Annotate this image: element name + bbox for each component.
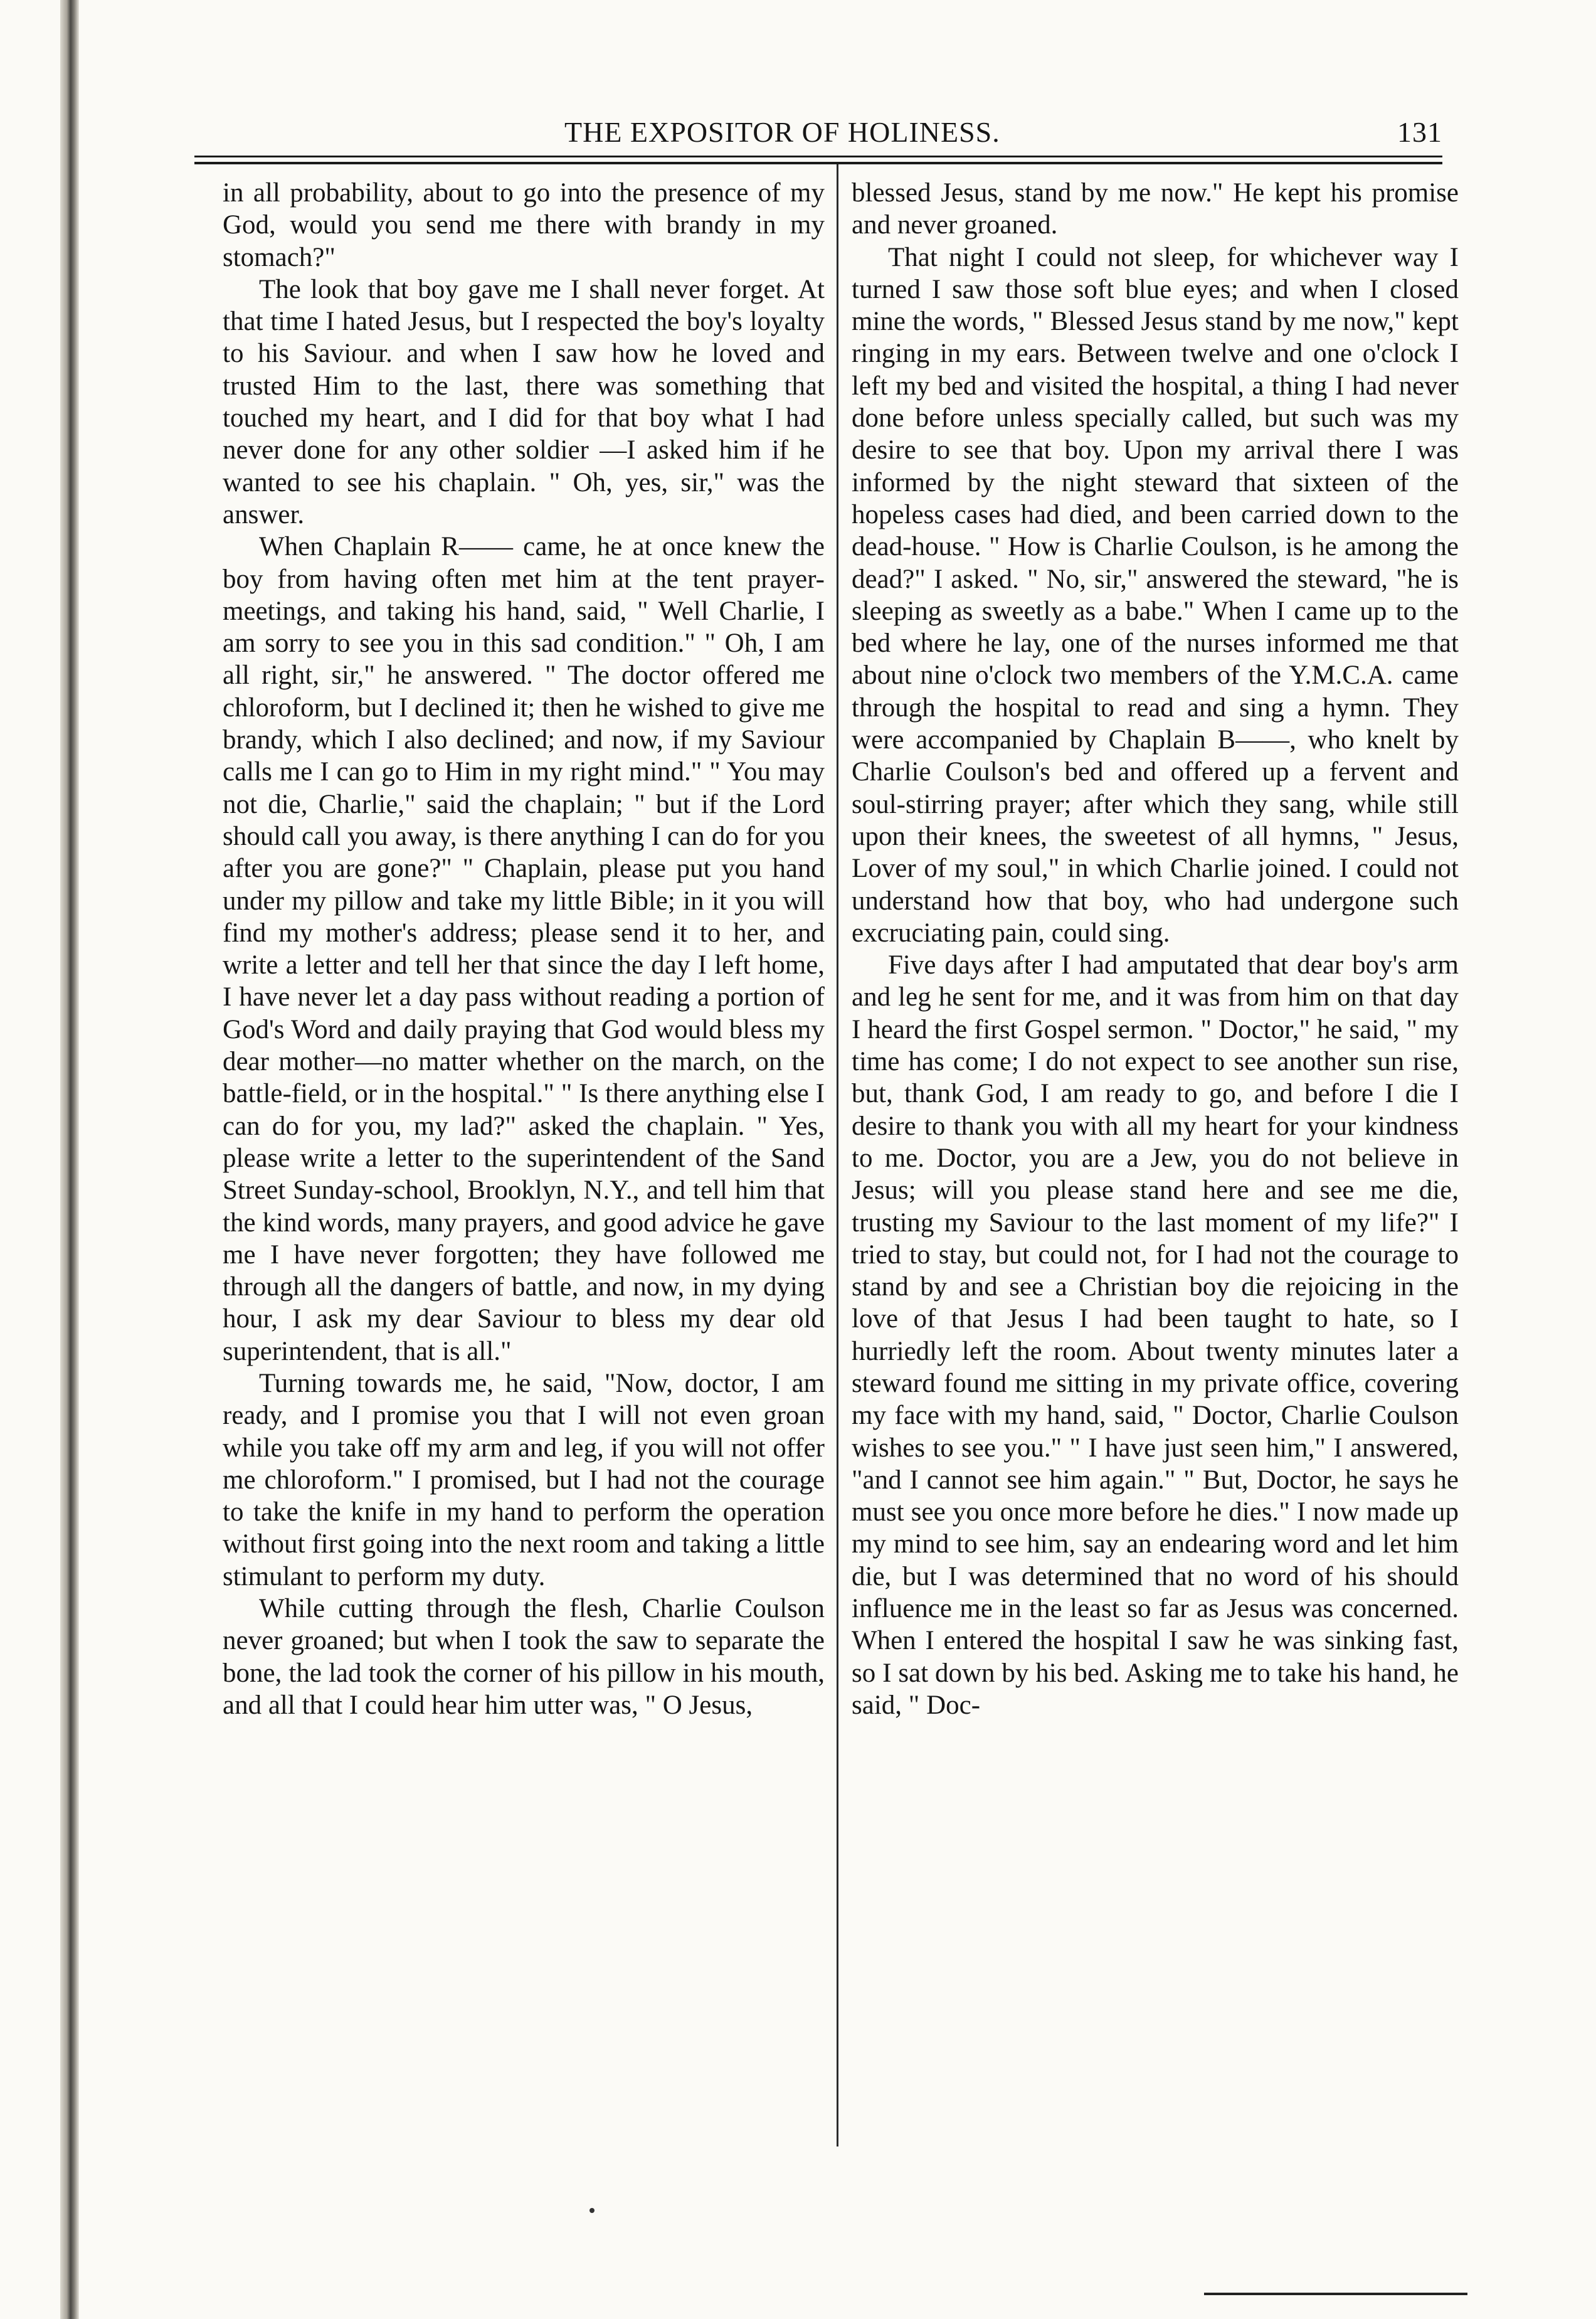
right-column <box>852 177 1459 2153</box>
paragraph: When Chaplain R—— came, he at once knew the boy from having often met him at the tent prayer-meetings, and taking his hand, said, " Well Charlie, I am sorry to see you in this sad condition." " Oh, I am all right, sir," he answered. " The doctor offered me chloroform, but I declined it; then he wished to give me brandy, which I also declined; and now, if my Saviour calls me I can go to Him in my right mind." " You may not die, Charlie," said the chaplain; " but if the Lord should call you away, is there anything I can do for you after you are gone?" " Chaplain, please put you hand under my pillow and take my little Bible; in it you will find my mother's address; please send it to her, and write a letter and tell her that since the day I left home, I have never let a day pass without reading a portion of God's Word and daily praying that God would bless my dear mother—no matter whether on the march, on the battle-field, or in the hospital." " Is there anything else I can do for you, my lad?" asked the chaplain. " Yes, please write a letter to the superintendent of the Sand Street Sunday-school, Brooklyn, N.Y., and tell him that the kind words, many prayers, and good advice he gave me I have never forgotten; they have followed me through all the dangers of battle, and now, in my dying hour, I ask my dear Saviour to bless my dear old superintendent, that is all." <box>223 532 825 1366</box>
header-rule-top <box>194 156 1442 157</box>
column-divider <box>837 164 838 2147</box>
paragraph: While cutting through the flesh, Charlie Coulson never groaned; but when I took the saw to separate the bone, the lad took the corner of his pillow in his mouth, and all that I could hear him utter was, " O Jesus, <box>223 1594 825 1720</box>
binding-edge <box>60 0 79 2319</box>
running-header <box>194 108 1442 158</box>
paragraph: That night I could not sleep, for whichever way I turned I saw those soft blue eyes; and when I closed mine the words, " Blessed Jesus stand by me now," kept ringing in my ears. Between twelve and one o'clock I left my bed and visited the hospital, a thing I had never done before unless specially called, but such was my desire to see that boy. Upon my arrival there I was informed by the night steward that sixteen of the hopeless cases had died, and been carried down to the dead-house. " How is Charlie Coulson, is he among the dead?" I asked. " No, sir," answered the steward, "he is sleeping as sweetly as a babe." When I came up to the bed where he lay, one of the nurses informed me that about nine o'clock two members of the Y.M.C.A. came through the hospital to read and sing a hymn. They were accompanied by Chaplain B——, who knelt by Charlie Coulson's bed and offered up a fervent and soul-stirring prayer; after which they sang, while still upon their knees, the sweetest of all hymns, " Jesus, Lover of my soul," in which Charlie joined. I could not understand how that boy, who had undergone such excruciating pain, could sing. <box>852 242 1459 948</box>
paragraph: blessed Jesus, stand by me now." He kept his promise and never groaned. <box>852 178 1459 240</box>
paragraph: in all probability, about to go into the presence of my God, would you send me there with brandy in my stomach?" <box>223 178 825 272</box>
journal-title: THE EXPOSITOR OF HOLINESS. <box>564 116 1000 148</box>
header-rule-bottom <box>194 162 1442 164</box>
paragraph: Five days after I had amputated that dear boy's arm and leg he sent for me, and it was from him on that day I heard the first Gospel sermon. " Doctor," he said, " my time has come; I do not expect to see another sun rise, but, thank God, I am ready to go, and before I die I desire to thank you with all my heart for your kindness to me. Doctor, you are a Jew, you do not believe in Jesus; will you please stand here and see me die, trusting my Saviour to the last moment of my life?" I tried to stay, but could not, for I had not the courage to stand by and see a Christian boy die rejoicing in the love of that Jesus I had been taught to hate, so I hurriedly left the room. About twenty minutes later a steward found me sitting in my private office, covering my face with my hand, said, " Doctor, Charlie Coulson wishes to see you." " I have just seen him," I answered, "and I cannot see him again." " But, Doctor, he says he must see you once more before he dies." I now made up my mind to see him, say an endearing word and let him die, but I was determined that no word of his should influence me in the least so far as Jesus was concerned. When I entered the hospital I saw he was sinking fast, so I sat down by his bed. Asking me to take his hand, he said, " Doc- <box>852 950 1459 1720</box>
footer-rule <box>1204 2293 1467 2295</box>
page-number: 131 <box>1397 116 1442 148</box>
stray-mark <box>589 2208 595 2213</box>
left-column <box>223 177 825 2153</box>
paragraph: The look that boy gave me I shall never forget. At that time I hated Jesus, but I respected the boy's loyalty to his Saviour. and when I saw how he loved and trusted Him to the last, there was something that touched my heart, and I did for that boy what I had never done for any other soldier —I asked him if he wanted to see his chaplain. " Oh, yes, sir," was the answer. <box>223 274 825 529</box>
paragraph: Turning towards me, he said, "Now, doctor, I am ready, and I promise you that I will not even groan while you take off my arm and leg, if you will not offer me chloroform." I promised, but I had not the courage to take the knife in my hand to perform the operation without first going into the next room and taking a little stimulant to perform my duty. <box>223 1368 825 1591</box>
